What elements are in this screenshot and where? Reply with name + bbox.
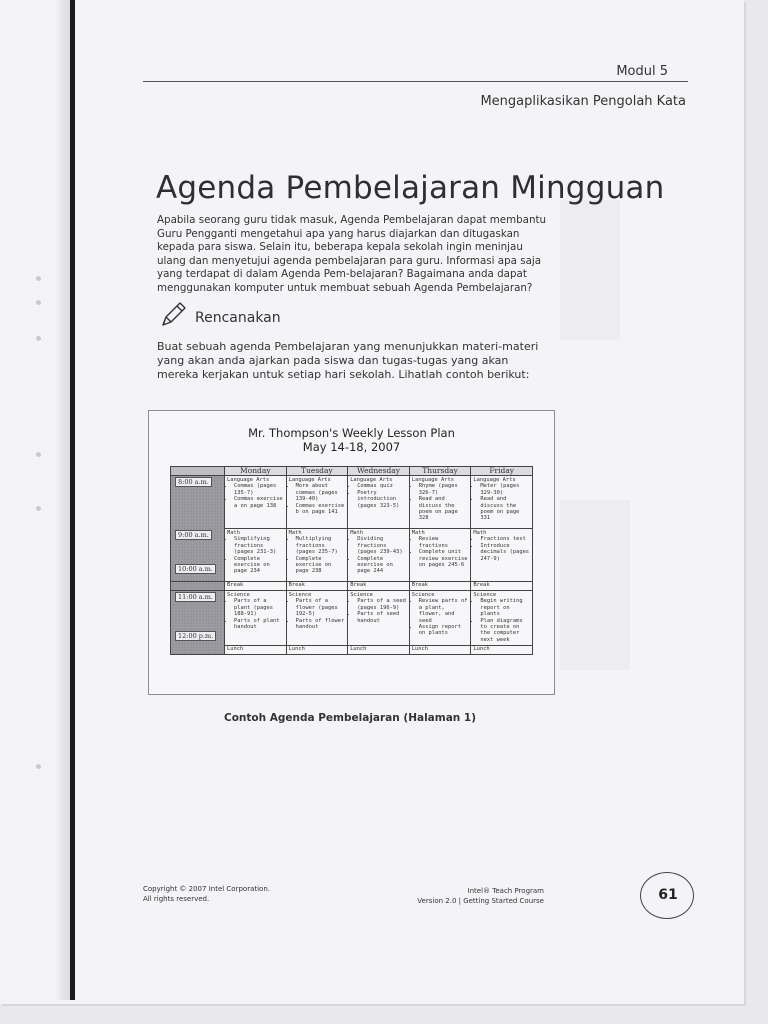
activity-item: • Rhyme (pages 326-7)	[419, 483, 469, 496]
lesson-cell	[471, 476, 533, 529]
lesson-cell	[225, 476, 287, 529]
break-cell: Break	[225, 582, 287, 591]
lesson-cell	[286, 591, 348, 646]
activity-item: • Parts of a seed (pages 196-9)	[357, 598, 407, 611]
activity-item: • Begin writing report on plants	[480, 598, 530, 617]
table-row	[171, 646, 533, 655]
lesson-cell	[348, 591, 410, 646]
subject-label: Science	[288, 592, 312, 598]
lesson-cell	[286, 529, 348, 582]
section-heading: Rencanakan	[195, 310, 281, 326]
activity-item: • Parts of a plant (pages 188-91)	[234, 598, 284, 617]
activity-item: • Commas exercise b on page 141	[296, 503, 346, 516]
time-label: 8:00 a.m.	[175, 477, 212, 487]
activity-item: • Multiplying fractions (pages 235-7)	[296, 536, 346, 555]
break-cell: Break	[348, 582, 410, 591]
intro-paragraph: Apabila seorang guru tidak masuk, Agenda Pembelajaran dapat membantu Guru Pengganti mengetahui apa yang harus diajarkan dan ditugaskan kepada para siswa. Selain itu, beberapa kepala sekolah ingin meninjau ulang dan menyetujui agenda pembelajaran para guru. Informasi apa saja yang terdapat di dalam Agenda Pem-belajaran? Bagaimana anda dapat menggunakan komputer untuk membuat sebuah Agenda Pembelajaran?	[157, 214, 547, 294]
punch-hole	[36, 276, 41, 281]
break-cell: Break	[409, 582, 471, 591]
instructions-paragraph: Buat sebuah agenda Pembelajaran yang menunjukkan materi-materi yang akan anda ajarkan pada siswa dan tugas-tugas yang akan mereka kerjakan untuk setiap hari sekolah. Lihatlah contoh berikut:	[157, 340, 539, 381]
bleed-through	[560, 500, 630, 670]
subject-label: Language Arts	[288, 477, 331, 483]
activity-item: • Plan diagrams to create on the computer next week	[480, 618, 530, 644]
lesson-cell	[409, 591, 471, 646]
figure-caption: Contoh Agenda Pembelajaran (Halaman 1)	[223, 712, 477, 724]
table-row	[171, 582, 533, 591]
lesson-cell	[225, 591, 287, 646]
bleed-through	[560, 200, 620, 340]
activity-item: • Parts of seed handout	[357, 611, 407, 624]
break-cell: Break	[471, 582, 533, 591]
page-number: 61	[658, 887, 678, 903]
binding-edge	[70, 0, 75, 1000]
subject-label: Math	[288, 530, 302, 536]
program-name: Intel® Teach Program	[467, 887, 544, 895]
activity-item: • Parts of a flower (pages 192-5)	[296, 598, 346, 617]
punch-hole	[36, 506, 41, 511]
punch-hole	[36, 764, 41, 769]
lesson-plan-table	[170, 466, 533, 655]
activity-item: • Commas (pages 135-7)	[234, 483, 284, 496]
lesson-cell	[409, 476, 471, 529]
subject-label: Science	[473, 592, 497, 598]
lesson-plan-figure	[148, 410, 555, 695]
lunch-cell: Lunch	[286, 646, 348, 655]
copyright-notice	[143, 884, 270, 904]
day-header: Wednesday	[348, 467, 410, 476]
time-column	[171, 582, 225, 591]
subject-label: Language Arts	[227, 477, 270, 483]
table-row	[171, 529, 533, 582]
subject-label: Science	[411, 592, 435, 598]
day-header: Monday	[225, 467, 287, 476]
activity-item: • Parts of flower handout	[296, 618, 346, 631]
lesson-plan-dates: May 14-18, 2007	[302, 440, 401, 454]
lunch-cell: Lunch	[348, 646, 410, 655]
lunch-cell: Lunch	[409, 646, 471, 655]
lesson-cell	[471, 591, 533, 646]
lesson-cell	[348, 529, 410, 582]
table-corner	[171, 467, 225, 476]
lesson-cell	[471, 529, 533, 582]
lesson-cell	[286, 476, 348, 529]
table-row	[171, 591, 533, 646]
activity-item: • Meter (pages 329-30)	[480, 483, 530, 496]
program-info	[400, 886, 544, 906]
day-header: Friday	[471, 467, 533, 476]
activity-item: • Fractions test	[480, 536, 530, 542]
day-header: Tuesday	[286, 467, 348, 476]
time-label: 9:00 a.m.	[175, 530, 212, 540]
activity-item: • Read and discuss the poem on page 328	[419, 496, 469, 522]
table-row	[171, 476, 533, 529]
punch-hole	[36, 300, 41, 305]
activity-item: • Complete unit review exercise on pages 245-6	[419, 549, 469, 568]
activity-item: • Dividing fractions (pages 239-43)	[357, 536, 407, 555]
pencil-icon	[158, 298, 188, 330]
time-column	[171, 591, 225, 655]
activity-item: • Assign report on plants	[419, 624, 469, 637]
activity-item: • Review parts of a plant, flower, and seed	[419, 598, 469, 624]
subject-label: Science	[227, 592, 250, 598]
lesson-cell	[409, 529, 471, 582]
lesson-plan-title: Mr. Thompson's Weekly Lesson Plan	[248, 426, 455, 440]
lunch-cell: Lunch	[225, 646, 287, 655]
binding-shadow	[55, 0, 70, 1000]
activity-item: • More about commas (pages 139-40)	[296, 483, 346, 502]
time-label: 11:00 a.m.	[175, 592, 216, 602]
activity-item: • Complete exercise on page 244	[357, 556, 407, 575]
copyright-line: Copyright © 2007 Intel Corporation.	[143, 885, 270, 893]
time-label: 10:00 a.m.	[175, 564, 216, 574]
punch-hole	[36, 452, 41, 457]
subject-label: Math	[411, 530, 425, 536]
lesson-cell	[225, 529, 287, 582]
activity-item: • Review fractions	[419, 536, 469, 549]
punch-hole	[36, 336, 41, 341]
subject-label: Math	[227, 530, 240, 536]
activity-item: • Complete exercise on page 234	[234, 556, 284, 575]
break-cell: Break	[286, 582, 348, 591]
time-label: 12:00 p.m.	[175, 631, 216, 641]
activity-item: • Simplifying fractions (pages 231-3)	[234, 536, 284, 555]
page-title: Agenda Pembelajaran Mingguan	[156, 170, 665, 206]
subject-label: Language Arts	[411, 477, 454, 483]
lesson-cell	[348, 476, 410, 529]
subject-label: Science	[350, 592, 373, 598]
header-rule	[143, 81, 688, 82]
activity-item: • Poetry introduction (pages 323-5)	[357, 490, 407, 509]
day-header: Thursday	[409, 467, 471, 476]
program-version: Version 2.0 | Getting Started Course	[417, 897, 544, 905]
copyright-line: All rights reserved.	[143, 895, 210, 903]
activity-item: • Commas quiz	[357, 483, 407, 489]
module-label: Modul 5	[616, 64, 668, 79]
activity-item: • Introduce decimals (pages 247-9)	[480, 543, 530, 562]
subject-label: Language Arts	[473, 477, 516, 483]
lunch-cell: Lunch	[471, 646, 533, 655]
table-header-row	[171, 467, 533, 476]
activity-item: • Read and discuss the poem on page 331	[480, 496, 530, 522]
activity-item: • Parts of plant handout	[234, 618, 284, 631]
subject-label: Language Arts	[350, 477, 393, 483]
module-subtitle: Mengaplikasikan Pengolah Kata	[480, 94, 686, 109]
activity-item: • Commas exercise a on page 138	[234, 496, 284, 509]
subject-label: Math	[350, 530, 364, 536]
activity-item: • Complete exercise on page 238	[296, 556, 346, 575]
subject-label: Math	[473, 530, 487, 536]
time-column	[171, 476, 225, 582]
